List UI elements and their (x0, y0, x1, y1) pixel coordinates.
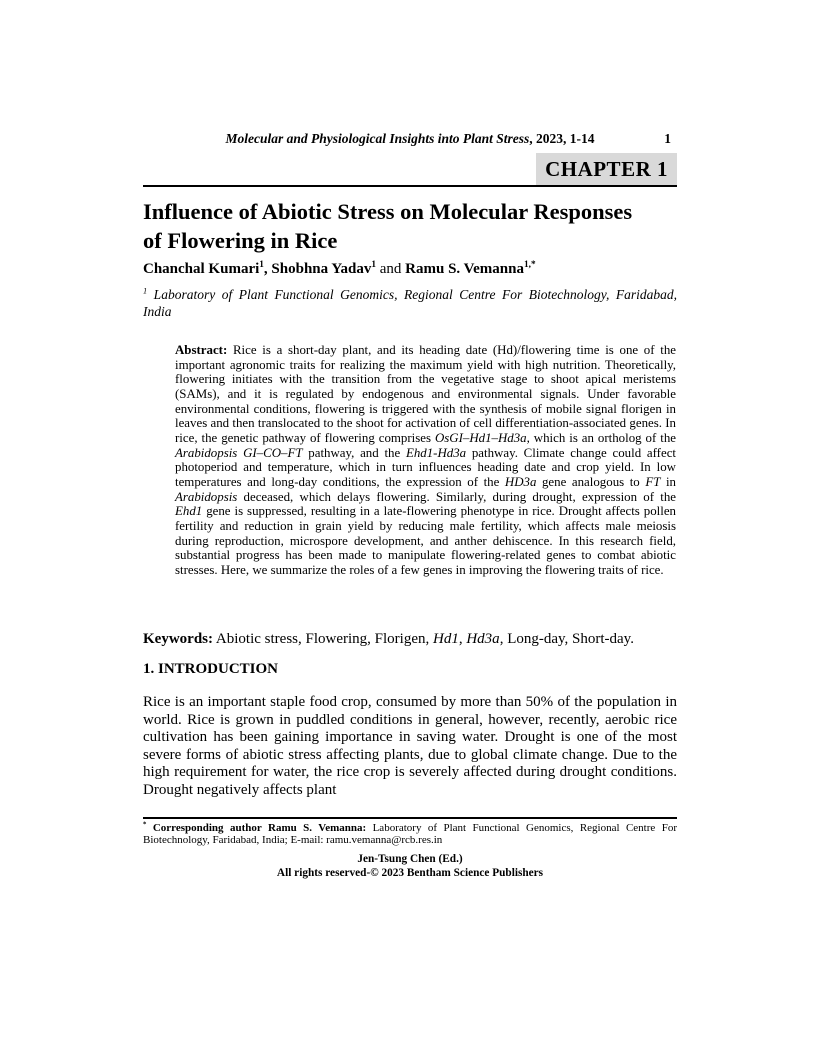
author-list (143, 261, 677, 278)
footnote-line1-rest: Laboratory of Plant Functional Genomics, Regional Centre For (366, 822, 678, 834)
footnote-asterisk: * (143, 821, 147, 829)
running-head (143, 131, 677, 147)
abstract-run-italic: FT (645, 474, 661, 489)
affiliation-line1-text: Laboratory of Plant Functional Genomics, Regional Centre For Biotechnology, Faridabad, (147, 287, 677, 302)
chapter-title-line2: of Flowering in Rice (143, 228, 338, 253)
footnote-rule (143, 817, 677, 819)
corresponding-author-footnote (143, 822, 677, 847)
abstract-run: pathway. Climate change could affect photoperiod and temperature, which in turn influences heading date and crop yield. In low temperatures and long-day conditions, the expression of the (175, 445, 676, 489)
keywords-line (143, 631, 677, 648)
affiliation-marker: 1 (143, 286, 148, 296)
keywords-gene-hd3a: Hd3a (466, 631, 500, 647)
abstract-run-italic: HD3a (504, 474, 537, 489)
affiliation (143, 286, 677, 320)
editor-line: Jen-Tsung Chen (Ed.) (357, 853, 463, 865)
affiliation-line1 (143, 286, 677, 303)
running-head-suffix: , 2023, 1-14 (529, 131, 595, 146)
author-2: Shobhna Yadav (271, 261, 372, 277)
abstract-run: deceased, which delays flowering. Similarly, during drought, expression of the (237, 489, 676, 504)
keywords-run: Abiotic stress, Flowering, Florigen, (213, 631, 433, 647)
abstract-block (175, 343, 676, 578)
abstract-run-italic: OsGI–Hd1–Hd3a, (434, 430, 530, 445)
author-3-affiliation-marker: 1,* (523, 260, 536, 270)
abstract-run: gene analogous to (536, 474, 646, 489)
abstract-label: Abstract: (175, 343, 228, 357)
footnote-line1 (143, 822, 677, 834)
abstract-run-italic: Ehd1 (175, 504, 203, 519)
keywords-run: , Long-day, Short-day. (499, 631, 634, 647)
affiliation-line2: India (143, 304, 172, 319)
keywords-run: , (458, 631, 467, 647)
abstract-run: gene is suppressed, resulting in a late-flowering phenotype in rice. Drought affects pollen fertility and reduction in grain yield by reducing male fertility, which affects male meiosis during reproduction, microspore development, and anther dehiscence. In this research field, substantial progress has been made to manipulate flowering-related genes to combat abiotic stresses. Here, we summarize the roles of a few genes in improving the flowering traits of rice. (175, 504, 676, 577)
introduction-paragraph: Rice is an important staple food crop, consumed by more than 50% of the population in world. Rice is grown in puddled conditions in general, however, recently, aerobic rice cultivation has been gaining importance in saving water. Drought is one of the most severe forms of abiotic stress affecting plants, due to global climate change. Due to the high requirement for water, the rice crop is severely affected during drought conditions. Drought negatively affects plant (143, 694, 677, 798)
publisher-footer (143, 853, 677, 880)
author-2-affiliation-marker: 1 (371, 260, 376, 270)
page-number: 1 (664, 131, 671, 146)
abstract-run-italic: Arabidopsis GI–CO–FT (175, 445, 303, 460)
chapter-label: CHAPTER 1 (545, 156, 668, 181)
author-3: Ramu S. Vemanna (405, 261, 524, 277)
running-head-book-title: Molecular and Physiological Insights into Plant Stress (225, 131, 530, 146)
abstract-run: Rice is a short-day plant, and its heading date (Hd)/flowering time is one of the important agronomic traits for realizing the maximum yield with high nutrition. Theoretically, flowering initiates with the transition from the vegetative stage to shoot apical meristems (SAMs), and it is regulated by endogenous and environmental signals. Under favorable environmental conditions, flowering is triggered with the synthesis of mobile signal florigen in leaves and then translocated to the shoot for activation of cell differentiation-associated genes. In rice, the genetic pathway of flowering comprises (175, 343, 676, 445)
abstract-run-italic: Ehd1-Hd3a (405, 445, 467, 460)
author-1-affiliation-marker: 1 (259, 260, 264, 270)
chapter-label-badge (536, 153, 677, 185)
keywords-gene-hd1: Hd1 (433, 631, 459, 647)
section-heading-introduction: 1. INTRODUCTION (143, 661, 279, 677)
chapter-title (143, 197, 677, 255)
author-separator: , (263, 261, 272, 277)
chapter-title-line1: Influence of Abiotic Stress on Molecular Responses (143, 199, 633, 224)
footnote-bold-text: Corresponding author Ramu S. Vemanna: (146, 822, 367, 834)
abstract-run: which is an ortholog of the (529, 430, 676, 445)
abstract-run: in (660, 474, 676, 489)
keywords-label: Keywords: (143, 631, 213, 647)
copyright-line: All rights reserved-© 2023 Bentham Science Publishers (276, 866, 544, 879)
abstract-run-italic: Arabidopsis (175, 489, 238, 504)
abstract-run: pathway, and the (302, 445, 406, 460)
chapter-divider-rule (143, 185, 677, 187)
author-1: Chanchal Kumari (143, 261, 260, 277)
footnote-line2-email: Biotechnology, Faridabad, India; E-mail: ramu.vemanna@rcb.res.in (143, 834, 443, 847)
author-conjunction: and (376, 261, 406, 277)
